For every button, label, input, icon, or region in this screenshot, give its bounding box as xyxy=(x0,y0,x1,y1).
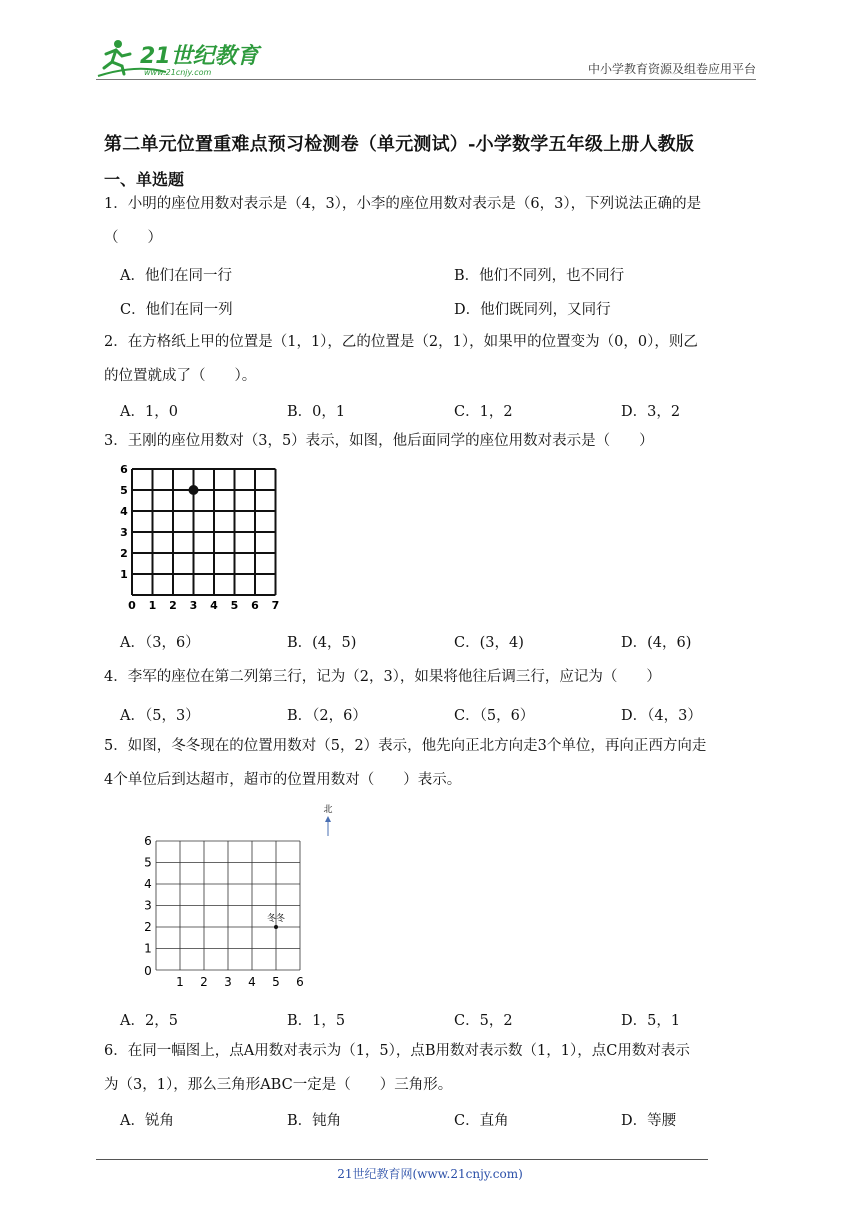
x-tick-label: 1 xyxy=(176,975,184,989)
question-6-option-a[interactable]: A．锐角 xyxy=(120,1113,174,1129)
seat-point xyxy=(189,485,199,495)
x-tick-label: 0 xyxy=(128,599,136,612)
question-2-option-d[interactable]: D．3，2 xyxy=(621,404,681,420)
footer-divider xyxy=(96,1159,708,1160)
y-tick-label: 5 xyxy=(120,484,128,497)
north-arrow-head-icon xyxy=(325,816,331,822)
question-6-option-c[interactable]: C．直角 xyxy=(454,1113,509,1129)
question-3-option-a[interactable]: A．（3，6） xyxy=(120,635,200,651)
x-tick-label: 6 xyxy=(251,599,259,612)
question-3-line1: 3．王刚的座位用数对（3，5）表示，如图，他后面同学的座位用数对表示是（ ） xyxy=(104,433,654,449)
x-tick-label: 7 xyxy=(271,599,280,612)
question-2-option-c[interactable]: C．1，2 xyxy=(454,404,513,420)
question-2-stem xyxy=(104,325,764,393)
logo-url: www.21cnjy.com xyxy=(144,68,212,77)
y-tick-label: 1 xyxy=(120,568,128,581)
question-5-stem xyxy=(104,729,764,797)
question-4-line1: 4．李军的座位在第二列第三行，记为（2，3），如果将他往后调三行，应记为（ ） xyxy=(104,669,661,685)
x-tick-label: 5 xyxy=(230,599,239,612)
x-tick-label: 6 xyxy=(296,975,304,989)
question-3-option-c[interactable]: C．(3，4) xyxy=(454,635,524,651)
question-2-line1: 2．在方格纸上甲的位置是（1，1），乙的位置是（2，1），如果甲的位置变为（0，0），则乙 xyxy=(104,334,698,350)
question-5-option-d[interactable]: D．5，1 xyxy=(621,1013,681,1029)
document-title: 第二单元位置重难点预习检测卷（单元测试）-小学数学五年级上册人教版 xyxy=(104,134,695,155)
question-2-line2: 的位置就成了（ ）。 xyxy=(104,368,257,384)
question-6-stem xyxy=(104,1034,764,1102)
y-tick-label: 2 xyxy=(144,920,152,934)
question-5-option-c[interactable]: C．5，2 xyxy=(454,1013,513,1029)
y-tick-label: 6 xyxy=(144,834,152,848)
y-tick-label: 4 xyxy=(144,877,152,891)
section-heading: 一、单选题 xyxy=(104,170,185,189)
question-4-option-d[interactable]: D．（4，3） xyxy=(621,708,702,724)
y-tick-label: 3 xyxy=(144,898,152,913)
question-1-option-a[interactable]: A．他们在同一行 xyxy=(120,268,232,284)
question-4-option-a[interactable]: A．（5，3） xyxy=(120,708,200,724)
x-tick-label: 3 xyxy=(189,599,198,612)
platform-name: 中小学教育资源及组卷应用平台 xyxy=(587,62,756,76)
question-4-option-c[interactable]: C．（5，6） xyxy=(454,708,535,724)
question-6-line2: 为（3，1），那么三角形ABC一定是（ ）三角形。 xyxy=(104,1077,453,1093)
site-logo xyxy=(96,36,266,80)
question-6-option-b[interactable]: B．钝角 xyxy=(287,1113,342,1129)
x-tick-label: 3 xyxy=(224,975,232,989)
question-3-stem xyxy=(104,424,764,458)
question-5-grid-figure xyxy=(136,800,356,992)
y-tick-label: 4 xyxy=(120,505,128,518)
question-2-option-b[interactable]: B．0，1 xyxy=(287,404,346,420)
origin-label: 0 xyxy=(144,964,152,978)
question-3-grid-figure xyxy=(112,462,287,612)
y-tick-label: 3 xyxy=(120,526,128,539)
question-5-option-a[interactable]: A．2，5 xyxy=(120,1013,178,1029)
x-tick-label: 1 xyxy=(148,599,157,612)
question-1-line2: （ ） xyxy=(104,230,162,246)
question-1-option-b[interactable]: B．他们不同列，也不同行 xyxy=(454,268,625,284)
dongdong-point xyxy=(274,925,278,929)
question-5-line1: 5．如图，冬冬现在的位置用数对（5，2）表示，他先向正北方向走3个单位，再向正西方向走 xyxy=(104,738,707,754)
question-4-option-b[interactable]: B．（2，6） xyxy=(287,708,367,724)
question-1-line1: 1．小明的座位用数对表示是（4，3），小李的座位用数对表示是（6，3），下列说法正确的是 xyxy=(104,196,702,212)
question-2-option-a[interactable]: A．1，0 xyxy=(120,404,178,420)
header-divider xyxy=(96,79,756,80)
question-1-option-d[interactable]: D．他们既同列，又同行 xyxy=(454,302,611,318)
question-4-stem xyxy=(104,660,764,694)
dongdong-label: 冬冬 xyxy=(266,914,286,924)
y-tick-label: 6 xyxy=(120,463,128,476)
x-tick-label: 5 xyxy=(272,975,280,989)
question-5-option-b[interactable]: B．1，5 xyxy=(287,1013,346,1029)
y-tick-label: 5 xyxy=(144,855,152,870)
question-3-option-b[interactable]: B．(4，5) xyxy=(287,635,357,651)
x-tick-label: 2 xyxy=(169,599,177,612)
y-tick-label: 2 xyxy=(120,547,128,560)
north-label: 北 xyxy=(323,805,333,815)
logo-text: 21世纪教育 xyxy=(140,44,259,69)
x-tick-label: 2 xyxy=(200,975,208,989)
y-tick-label: 1 xyxy=(144,941,152,956)
question-6-option-d[interactable]: D．等腰 xyxy=(621,1113,677,1129)
question-6-line1: 6．在同一幅图上，点A用数对表示为（1，5），点B用数对表示数（1，1），点C用数对表示 xyxy=(104,1043,690,1059)
footer-text: 21世纪教育网(www.21cnjy.com) xyxy=(337,1167,523,1181)
question-1-stem xyxy=(104,187,764,255)
x-tick-label: 4 xyxy=(210,599,218,612)
question-3-option-d[interactable]: D．(4，6) xyxy=(621,635,692,651)
question-1-option-c[interactable]: C．他们在同一列 xyxy=(120,302,233,318)
x-tick-label: 4 xyxy=(248,975,256,989)
question-5-line2: 4个单位后到达超市，超市的位置用数对（ ）表示。 xyxy=(104,772,462,788)
